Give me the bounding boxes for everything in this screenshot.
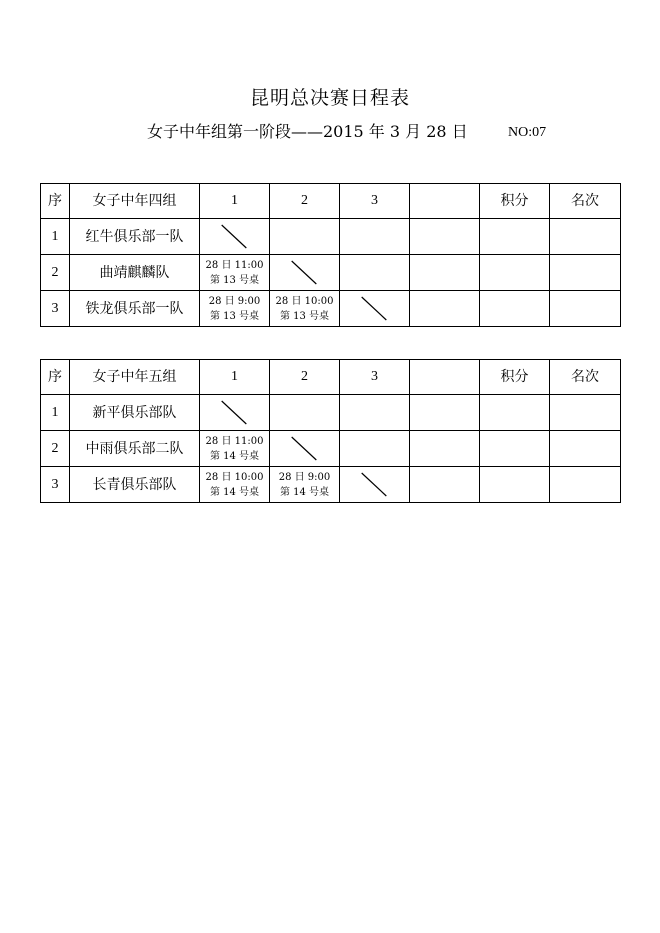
row-seq: 1 [41, 395, 70, 431]
match-cell [340, 291, 410, 327]
row-seq: 2 [41, 431, 70, 467]
rank-cell [550, 219, 621, 255]
match-cell [270, 431, 340, 467]
table-row [41, 291, 621, 327]
match-table: 第 14 号桌 [209, 486, 260, 498]
header-rank: 名次 [550, 184, 621, 219]
blank-cell [410, 291, 480, 327]
schedule-table-group-5 [40, 359, 621, 503]
match-table: 第 14 号桌 [279, 486, 330, 498]
header-group: 女子中年五组 [70, 360, 200, 395]
match-cell [200, 395, 270, 431]
points-cell [480, 467, 550, 503]
points-cell [480, 291, 550, 327]
header-blank [410, 184, 480, 219]
match-cell [270, 291, 340, 327]
row-seq: 2 [41, 255, 70, 291]
header-points: 积分 [480, 184, 550, 219]
header-rank: 名次 [550, 360, 621, 395]
table-row [41, 255, 621, 291]
match-cell [270, 467, 340, 503]
match-table: 第 14 号桌 [209, 450, 260, 462]
schedule-table-group-4 [40, 183, 621, 327]
team-name: 铁龙俱乐部一队 [70, 291, 200, 327]
self-match-slash [270, 255, 339, 290]
rank-cell [550, 431, 621, 467]
team-name: 红牛俱乐部一队 [70, 219, 200, 255]
self-match-slash [200, 219, 269, 254]
blank-cell [410, 431, 480, 467]
header-col-2: 2 [270, 184, 340, 219]
rank-cell [550, 467, 621, 503]
table-row [41, 431, 621, 467]
points-cell [480, 219, 550, 255]
match-cell [200, 291, 270, 327]
self-match-slash [340, 467, 409, 502]
header-col-2: 2 [270, 360, 340, 395]
self-match-slash [200, 395, 269, 430]
match-time: 28 日 10:00 [275, 295, 334, 307]
match-cell [340, 219, 410, 255]
match-cell [270, 395, 340, 431]
match-time: 28 日 11:00 [205, 435, 264, 447]
sheet-number: NO:07 [508, 125, 547, 140]
blank-cell [410, 219, 480, 255]
table-header-row [41, 184, 621, 219]
team-name: 长青俱乐部队 [70, 467, 200, 503]
match-cell [200, 255, 270, 291]
match-cell [200, 467, 270, 503]
match-time: 28 日 9:00 [278, 471, 331, 483]
header-col-1: 1 [200, 360, 270, 395]
header-seq: 序 [41, 184, 70, 219]
table-header-row [41, 360, 621, 395]
match-cell [200, 431, 270, 467]
blank-cell [410, 255, 480, 291]
rank-cell [550, 255, 621, 291]
header-col-1: 1 [200, 184, 270, 219]
match-cell [270, 255, 340, 291]
header-points: 积分 [480, 360, 550, 395]
match-time: 28 日 9:00 [208, 295, 261, 307]
subtitle-line [0, 120, 660, 144]
match-cell [340, 467, 410, 503]
header-seq: 序 [41, 360, 70, 395]
self-match-slash [270, 431, 339, 466]
match-cell [340, 431, 410, 467]
match-cell [340, 395, 410, 431]
table-row [41, 467, 621, 503]
match-time: 28 日 10:00 [205, 471, 264, 483]
points-cell [480, 395, 550, 431]
table-row [41, 219, 621, 255]
page-title: 昆明总决赛日程表 [249, 87, 410, 109]
points-cell [480, 255, 550, 291]
header-blank [410, 360, 480, 395]
self-match-slash [340, 291, 409, 326]
header-col-3: 3 [340, 184, 410, 219]
match-table: 第 13 号桌 [209, 310, 260, 322]
rank-cell [550, 291, 621, 327]
rank-cell [550, 395, 621, 431]
blank-cell [410, 467, 480, 503]
match-time: 28 日 11:00 [205, 259, 264, 271]
team-name: 新平俱乐部队 [70, 395, 200, 431]
stage-date: 女子中年组第一阶段——2015 年 3 月 28 日 [147, 122, 468, 141]
header-group: 女子中年四组 [70, 184, 200, 219]
match-table: 第 13 号桌 [209, 274, 260, 286]
table-row [41, 395, 621, 431]
match-cell [200, 219, 270, 255]
match-cell [340, 255, 410, 291]
team-name: 曲靖麒麟队 [70, 255, 200, 291]
header-col-3: 3 [340, 360, 410, 395]
row-seq: 3 [41, 291, 70, 327]
points-cell [480, 431, 550, 467]
match-table: 第 13 号桌 [279, 310, 330, 322]
match-cell [270, 219, 340, 255]
team-name: 中雨俱乐部二队 [70, 431, 200, 467]
blank-cell [410, 395, 480, 431]
row-seq: 3 [41, 467, 70, 503]
row-seq: 1 [41, 219, 70, 255]
